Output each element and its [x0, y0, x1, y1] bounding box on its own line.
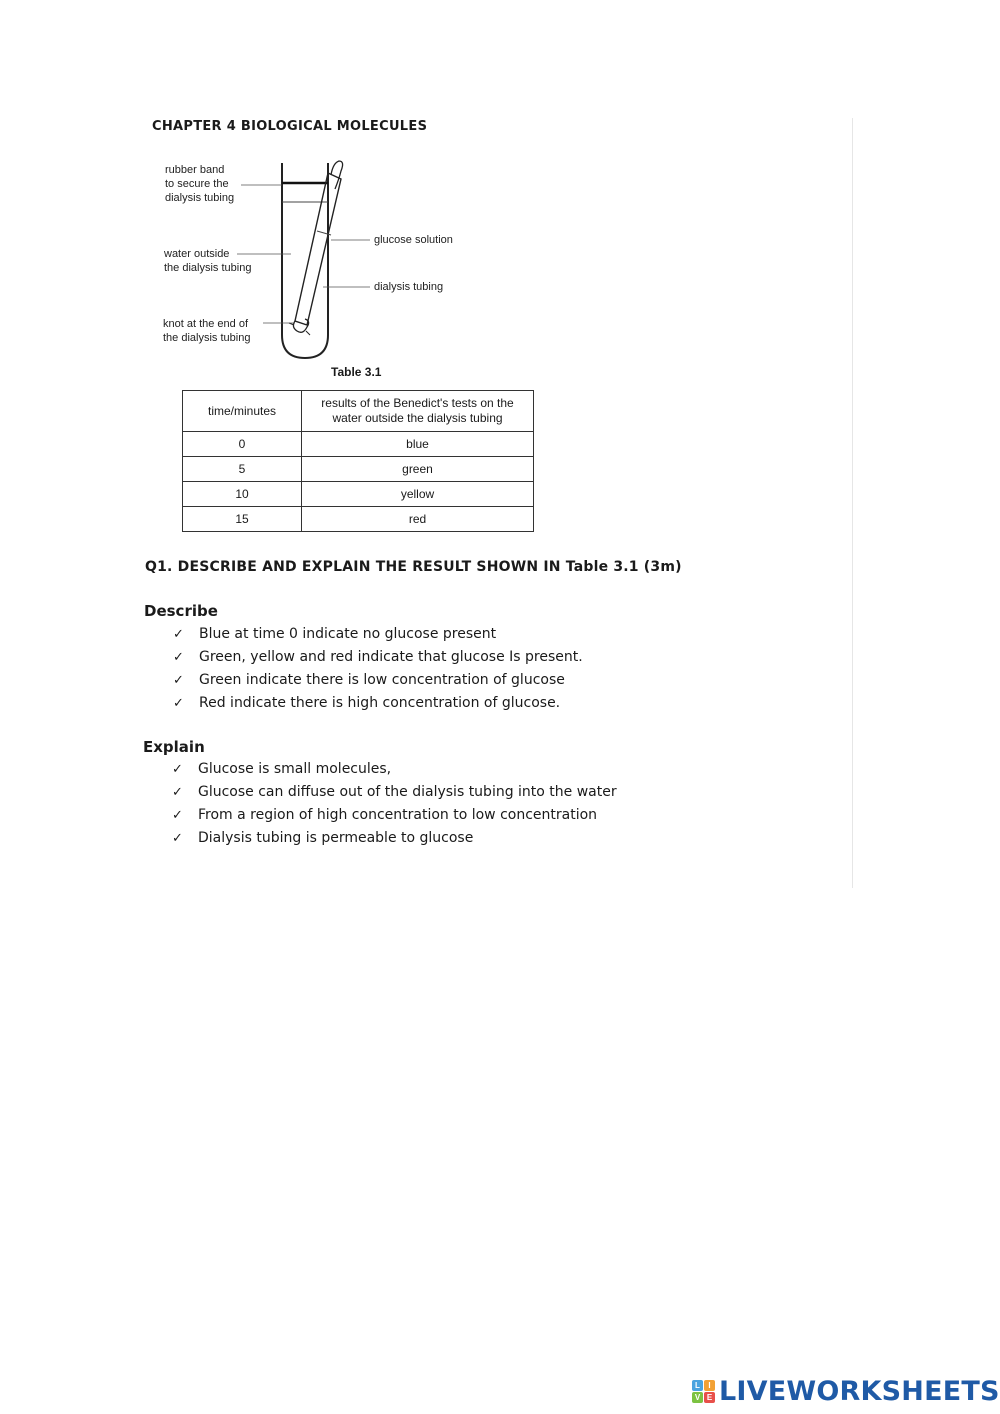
liveworksheets-logo[interactable] — [692, 1373, 1000, 1409]
cell-time: 5 — [183, 457, 302, 482]
check-icon: ✓ — [172, 785, 183, 800]
list-item: ✓ Glucose can diffuse out of the dialysis tubing into the water — [172, 781, 617, 804]
brand-tiles-icon — [692, 1380, 715, 1403]
table-header-row — [183, 391, 534, 432]
table-row — [183, 457, 534, 482]
header-time: time/minutes — [183, 391, 302, 432]
list-item: ✓ Red indicate there is high concentration of glucose. — [173, 692, 583, 715]
table-row — [183, 432, 534, 457]
table-row — [183, 507, 534, 532]
check-icon: ✓ — [173, 696, 184, 711]
brand-name: LIVEWORKSHEETS — [719, 1375, 1000, 1407]
list-item: ✓ Blue at time 0 indicate no glucose present — [173, 623, 583, 646]
list-item: ✓ Green indicate there is low concentration of glucose — [173, 669, 583, 692]
cell-time: 15 — [183, 507, 302, 532]
label-dialysis-tubing: dialysis tubing — [374, 281, 444, 293]
label-water-outside: water outside the dialysis tubing — [164, 248, 252, 274]
cell-time: 10 — [183, 482, 302, 507]
cell-result: blue — [302, 432, 534, 457]
cell-result: yellow — [302, 482, 534, 507]
describe-heading: Describe — [144, 602, 218, 620]
check-icon: ✓ — [172, 831, 183, 846]
check-icon: ✓ — [173, 673, 184, 688]
explain-heading: Explain — [143, 738, 205, 756]
label-glucose-solution: glucose solution — [374, 234, 453, 246]
cell-time: 0 — [183, 432, 302, 457]
brand-tile: V — [692, 1392, 703, 1403]
list-item: ✓ Glucose is small molecules, — [172, 758, 617, 781]
label-rubber-band: rubber band to secure the dialysis tubing — [165, 164, 235, 204]
brand-tile: L — [692, 1380, 703, 1391]
chapter-title: CHAPTER 4 BIOLOGICAL MOLECULES — [152, 119, 428, 134]
check-icon: ✓ — [173, 627, 184, 642]
results-table — [182, 390, 534, 532]
table-row — [183, 482, 534, 507]
describe-list — [173, 623, 583, 715]
brand-tile: E — [704, 1392, 715, 1403]
check-icon: ✓ — [172, 808, 183, 823]
list-item: ✓ From a region of high concentration to low concentration — [172, 804, 617, 827]
brand-tile: I — [704, 1380, 715, 1391]
list-item: ✓ Green, yellow and red indicate that glucose Is present. — [173, 646, 583, 669]
list-item: ✓ Dialysis tubing is permeable to glucose — [172, 827, 617, 850]
header-results: results of the Benedict's tests on the water outside the dialysis tubing — [302, 391, 534, 432]
dialysis-diagram — [155, 155, 475, 365]
label-knot: knot at the end of the dialysis tubing — [163, 318, 251, 344]
scan-edge-line — [852, 118, 853, 888]
check-icon: ✓ — [173, 650, 184, 665]
cell-result: green — [302, 457, 534, 482]
cell-result: red — [302, 507, 534, 532]
table-caption: Table 3.1 — [331, 365, 382, 379]
check-icon: ✓ — [172, 762, 183, 777]
explain-list — [172, 758, 617, 850]
question-heading: Q1. DESCRIBE AND EXPLAIN THE RESULT SHOWN IN Table 3.1 (3m) — [145, 559, 682, 575]
